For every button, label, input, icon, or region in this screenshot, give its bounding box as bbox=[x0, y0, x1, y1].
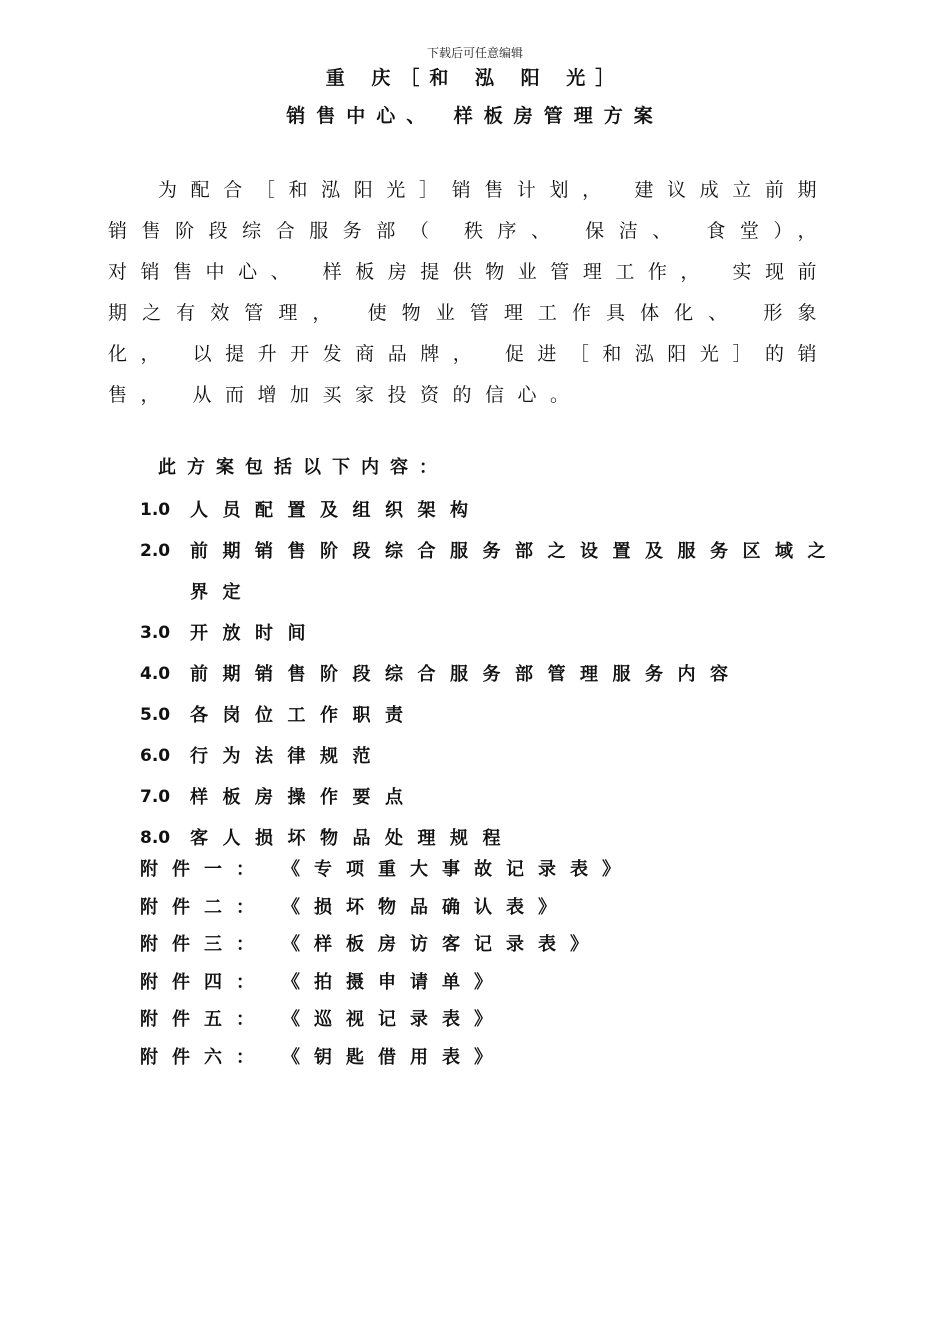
appendix-name: 《钥匙借用表》 bbox=[282, 1046, 506, 1068]
toc-text: 客人损坏物品处理规程 bbox=[190, 828, 515, 849]
toc-number: 5.0 bbox=[140, 705, 171, 725]
appendix-name: 《拍摄申请单》 bbox=[282, 971, 506, 993]
appendix-item bbox=[140, 1039, 634, 1077]
document-subtitle: 销售中心、 样板房管理方案 bbox=[286, 105, 664, 127]
appendix-item bbox=[140, 1001, 634, 1039]
appendix-label: 附件二： bbox=[140, 896, 268, 918]
toc-text: 前期销售阶段综合服务部管理服务内容 bbox=[190, 664, 743, 685]
appendix-label: 附件一： bbox=[140, 859, 268, 880]
appendix-name: 《损坏物品确认表》 bbox=[282, 896, 570, 918]
toc-number: 1.0 bbox=[140, 500, 171, 520]
appendix-label: 附件四： bbox=[140, 971, 268, 993]
toc-text: 人员配置及组织架构 bbox=[190, 500, 483, 521]
toc-number: 6.0 bbox=[140, 746, 171, 766]
toc-number: 3.0 bbox=[140, 623, 171, 643]
toc-text: 前期销售阶段综合服务部之设置及服务区域之界定 bbox=[190, 541, 840, 603]
intro-paragraph: 为配合［和泓阳光］销售计划， 建议成立前期销售阶段综合服务部（ 秩序、 保洁、 食堂）， 对销售中心、 样板房提供物业管理工作， 实现前期之有效管理， 使物业管理工作具体化、 形象化， 以提升开发商品牌， 促进［和泓阳光］的销售， 从而增加买家投资的信心。 bbox=[108, 179, 830, 406]
toc-item bbox=[140, 777, 840, 818]
appendix-label: 附件六： bbox=[140, 1046, 268, 1068]
appendix-item bbox=[140, 889, 634, 927]
appendix-name: 《专项重大事故记录表》 bbox=[282, 859, 634, 880]
appendix-item bbox=[140, 851, 634, 889]
toc-item bbox=[140, 654, 840, 695]
toc-text: 各岗位工作职责 bbox=[190, 705, 418, 726]
header-note: 下载后可任意编辑 bbox=[426, 46, 523, 60]
toc-number: 2.0 bbox=[140, 541, 171, 561]
toc-item bbox=[140, 490, 840, 531]
appendix-label: 附件五： bbox=[140, 1009, 268, 1030]
appendix-name: 《样板房访客记录表》 bbox=[282, 934, 602, 955]
appendix-label: 附件三： bbox=[140, 934, 268, 955]
document-title: 重 庆［和 泓 阳 光］ bbox=[325, 67, 625, 89]
toc-intro: 此方案包括以下内容： bbox=[158, 457, 448, 478]
appendix-name: 《巡视记录表》 bbox=[282, 1009, 506, 1030]
toc-text: 样板房操作要点 bbox=[190, 787, 418, 808]
toc-item bbox=[140, 695, 840, 736]
toc-text: 开放时间 bbox=[190, 623, 320, 644]
toc-number: 7.0 bbox=[140, 787, 171, 807]
toc-item bbox=[140, 736, 840, 777]
appendix-item bbox=[140, 964, 634, 1002]
appendix-item bbox=[140, 926, 634, 964]
toc-text: 行为法律规范 bbox=[190, 746, 385, 767]
toc-number: 8.0 bbox=[140, 828, 171, 848]
appendix-list bbox=[140, 851, 634, 1076]
toc-number: 4.0 bbox=[140, 664, 171, 684]
toc-item bbox=[140, 531, 840, 613]
table-of-contents bbox=[140, 490, 840, 859]
toc-item bbox=[140, 613, 840, 654]
